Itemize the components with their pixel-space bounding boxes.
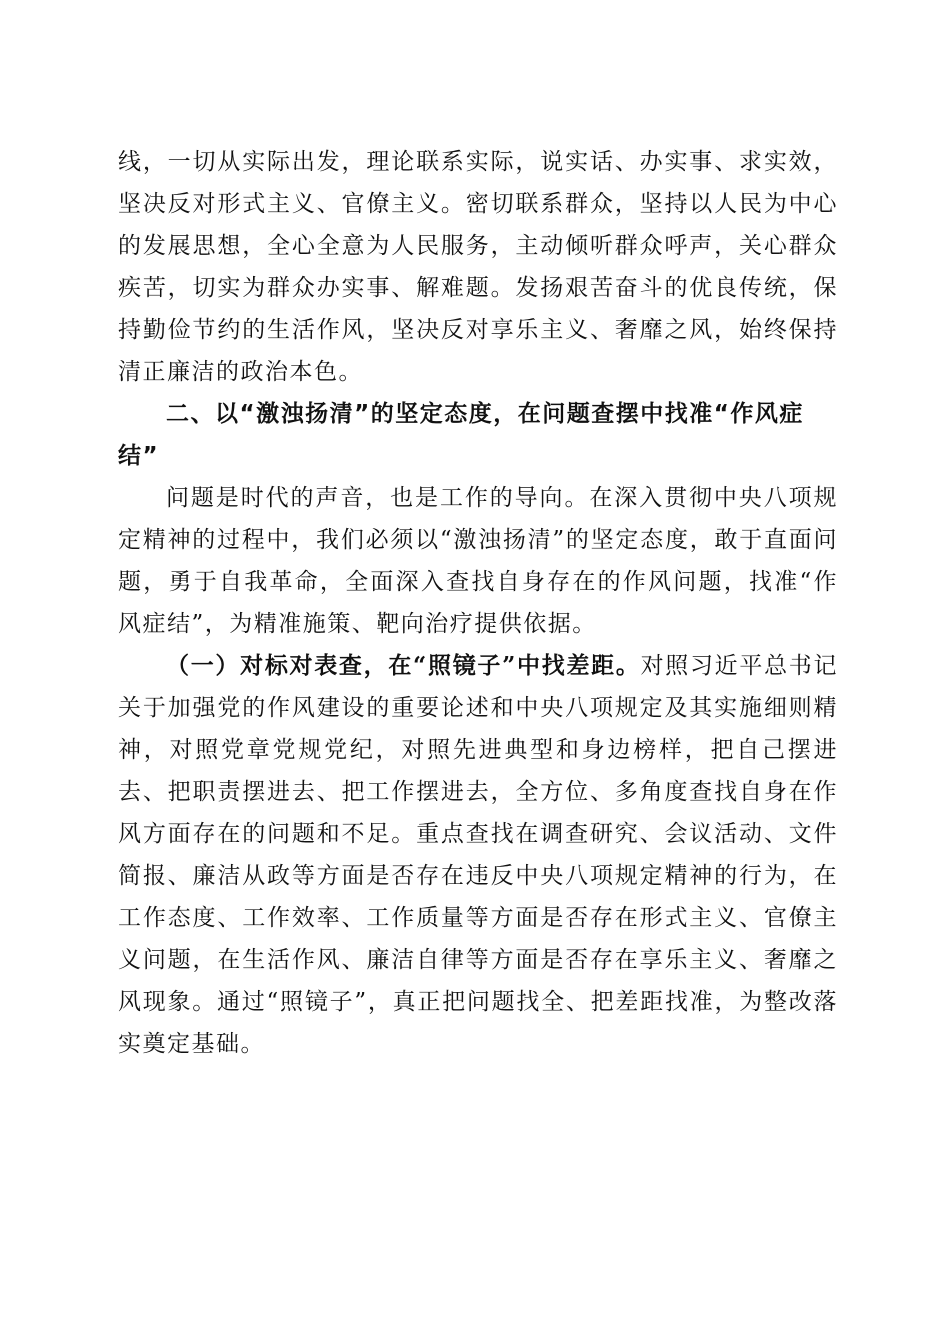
body-paragraph-continued: 线，一切从实际出发，理论联系实际，说实话、办实事、求实效，坚决反对形式主义、官僚主义。密切联系群众，坚持以人民为中心的发展思想，全心全意为人民服务，主动倾听群众呼声，关心群众疾苦，切实为群众办实事、解难题。发扬艰苦奋斗的优良传统，保持勤俭节约的生活作风，坚决反对享乐主义、奢靡之风，始终保持清正廉洁的政治本色。	[118, 149, 838, 385]
document-page	[118, 141, 838, 1065]
subsection-body-1: 对照习近平总书记关于加强党的作风建设的重要论述和中央八项规定及其实施细则精神，对照党章党规党纪，对照先进典型和身边榜样，把自己摆进去、把职责摆进去、把工作摆进去，全方位、多角度查找自身在作风方面存在的问题和不足。重点查找在调查研究、会议活动、文件简报、廉洁从政等方面是否存在违反中央八项规定精神的行为，在工作态度、工作效率、工作质量等方面是否存在形式主义、官僚主义问题，在生活作风、廉洁自律等方面是否存在享乐主义、奢靡之风现象。通过“照镜子”，真正把问题找全、把差距找准，为整改落实奠定基础。	[118, 653, 838, 1057]
section-heading-2: 二、以“激浊扬清”的坚定态度，在问题查摆中找准“作风症结”	[118, 401, 804, 469]
body-paragraph-intro: 问题是时代的声音，也是工作的导向。在深入贯彻中央八项规定精神的过程中，我们必须以“激浊扬清”的坚定态度，敢于直面问题，勇于自我革命，全面深入查找自身存在的作风问题，找准“作风症结”，为精准施策、靶向治疗提供依据。	[118, 485, 838, 637]
body-paragraph-subsection-1	[118, 645, 838, 1065]
subsection-heading-1: （一）对标对表查，在“照镜子”中找差距。	[166, 652, 641, 679]
